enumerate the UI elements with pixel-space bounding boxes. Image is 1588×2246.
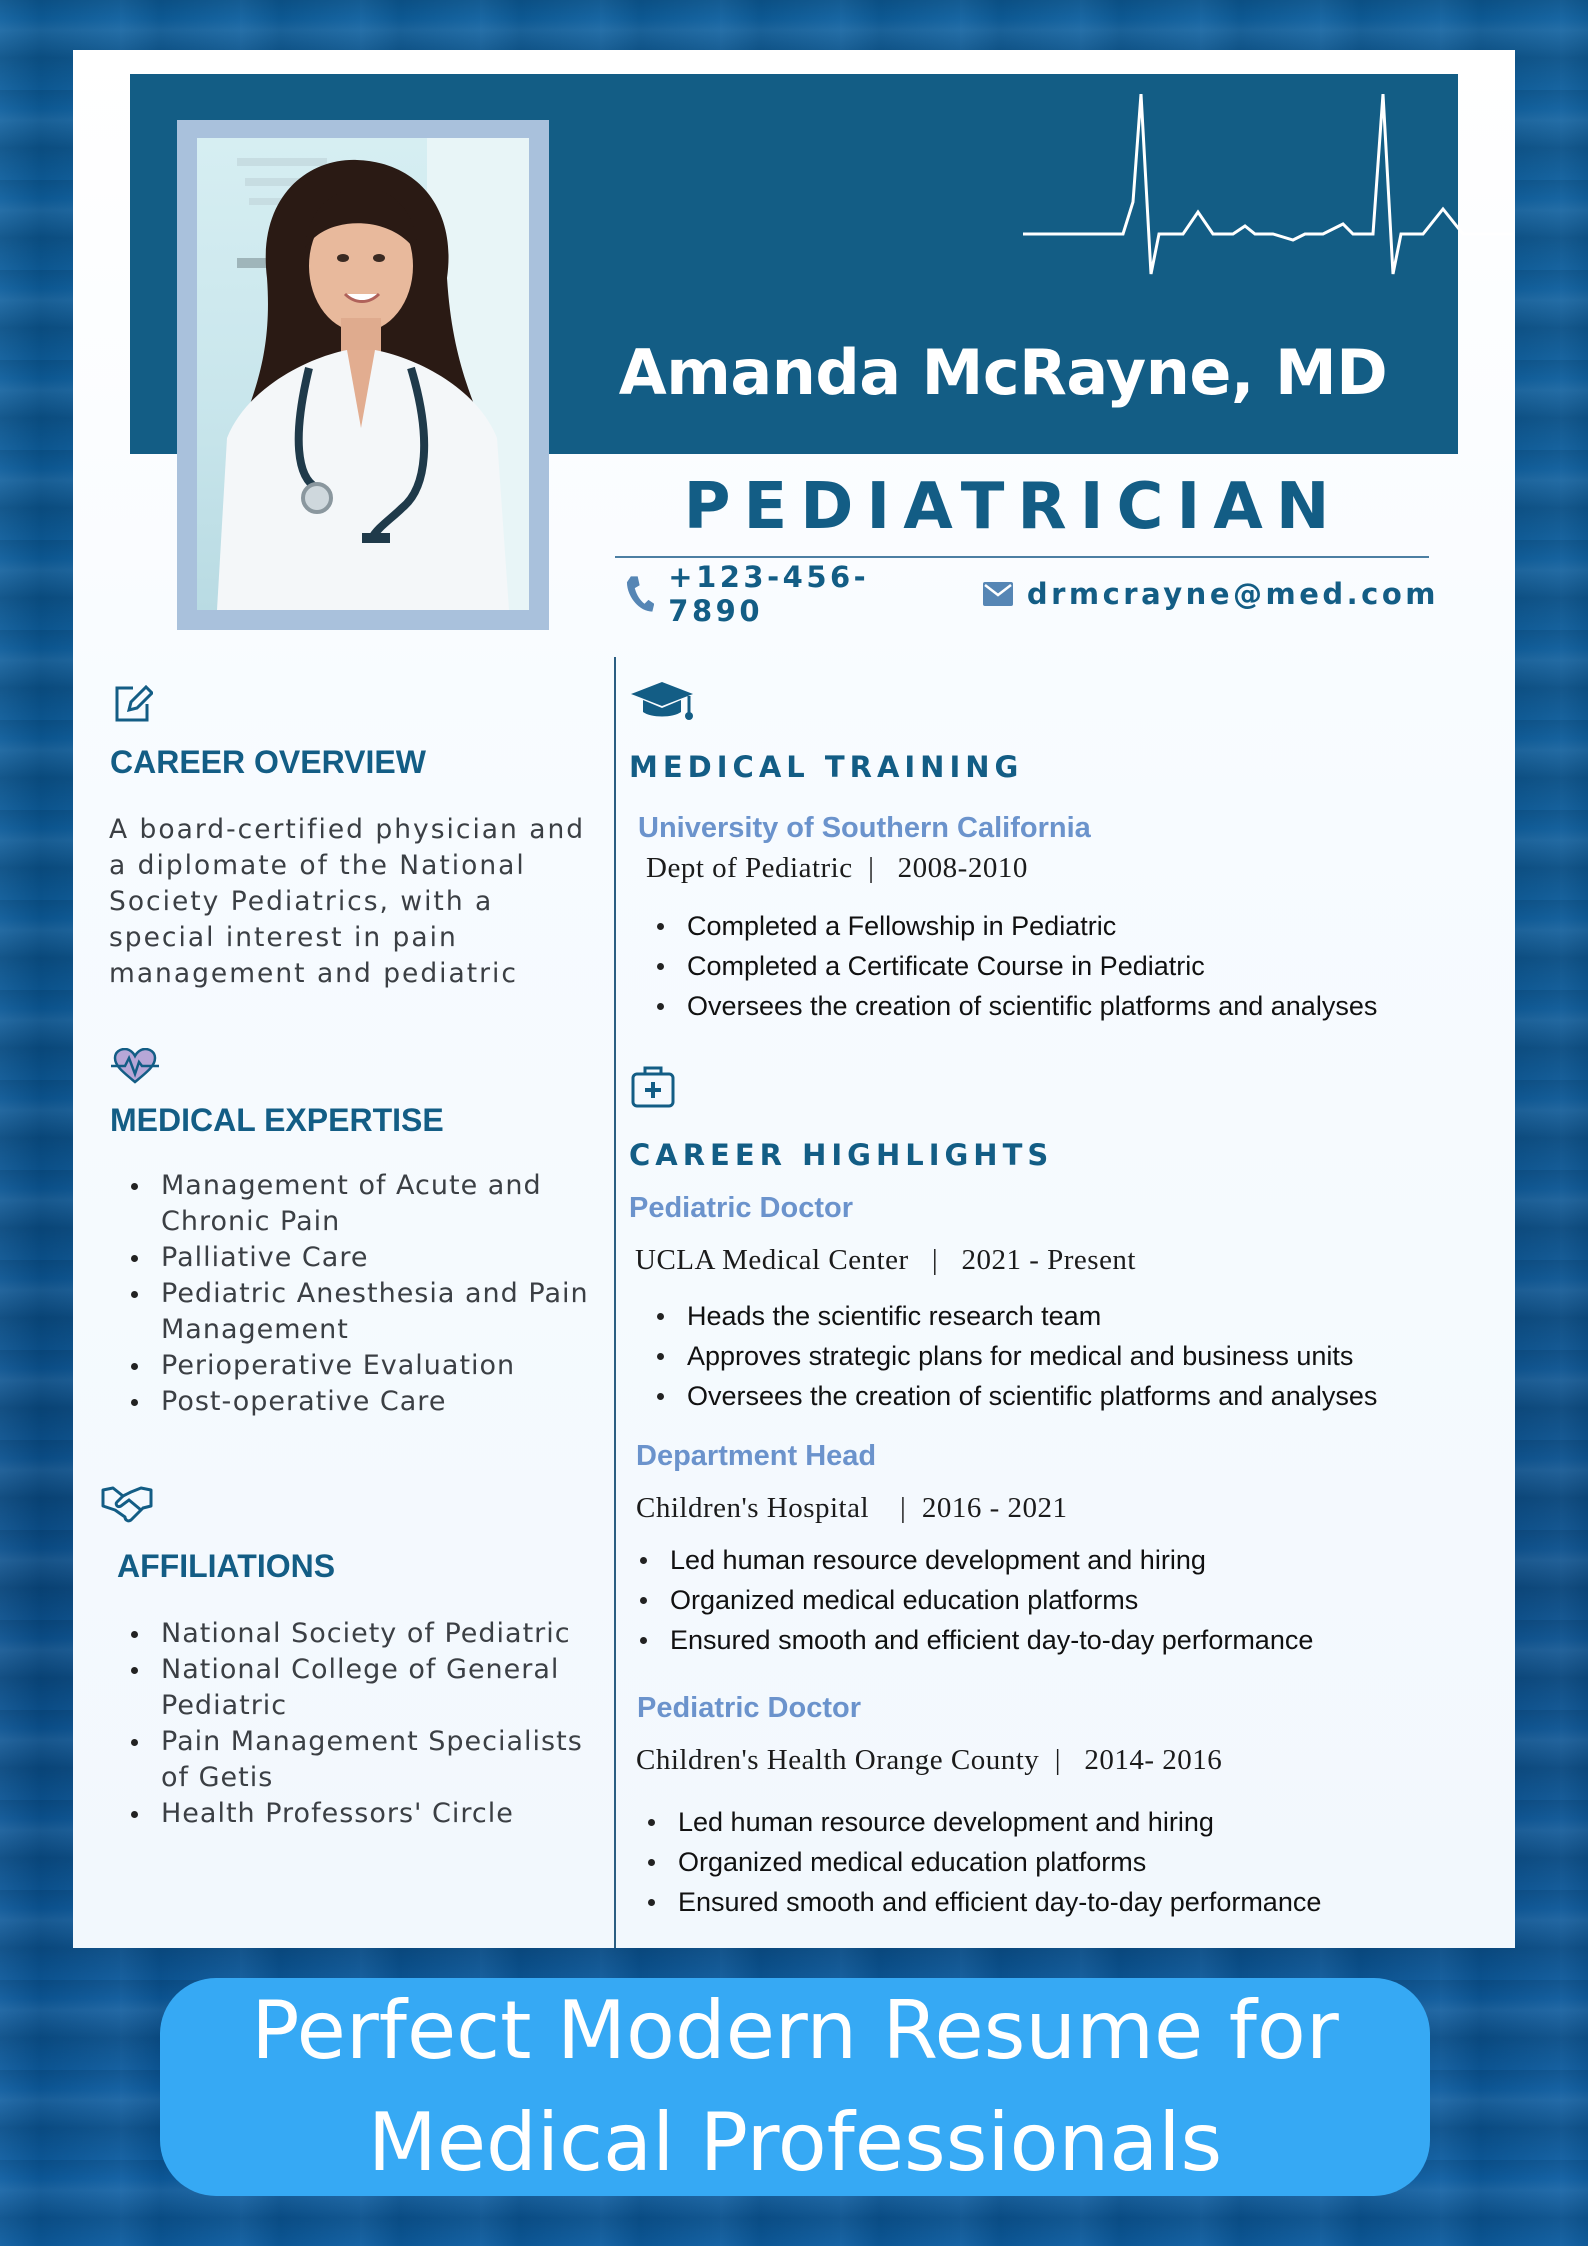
list-item: Pediatric Anesthesia and Pain Management xyxy=(161,1276,611,1348)
profile-photo xyxy=(197,138,529,610)
medical-training-heading: MEDICAL TRAINING xyxy=(629,750,1024,784)
career-highlights-heading: CAREER HIGHLIGHTS xyxy=(629,1138,1054,1172)
job-role: Pediatric Doctor xyxy=(629,1192,853,1224)
envelope-icon xyxy=(983,582,1013,606)
doctor-portrait-image xyxy=(197,138,529,610)
affiliations-heading: AFFILIATIONS xyxy=(117,1548,336,1584)
list-item: Ensured smooth and efficient day-to-day performance xyxy=(678,1882,1498,1922)
training-list xyxy=(687,906,1507,1026)
list-item: Approves strategic plans for medical and business units xyxy=(687,1336,1507,1376)
resume-page xyxy=(73,50,1515,1948)
overview-line: A board-certified physician and xyxy=(109,814,586,845)
promo-banner xyxy=(160,1978,1430,2196)
career-overview-text xyxy=(109,812,609,992)
overview-line: management and pediatric xyxy=(109,958,518,989)
job-meta: Children's Hospital | 2016 - 2021 xyxy=(636,1492,1068,1524)
contact-phone[interactable] xyxy=(625,560,957,628)
list-item: Completed a Fellowship in Pediatric xyxy=(687,906,1507,946)
email-address: drmcrayne@med.com xyxy=(1026,577,1439,611)
handshake-icon xyxy=(101,1484,153,1524)
heartbeat-line-icon xyxy=(1023,94,1513,284)
list-item: Palliative Care xyxy=(161,1240,611,1276)
job-role: Department Head xyxy=(636,1440,877,1472)
list-item: Oversees the creation of scientific platforms and analyses xyxy=(687,986,1507,1026)
banner-line: Perfect Modern Resume for xyxy=(251,1984,1339,2077)
list-item: Completed a Certificate Course in Pediatric xyxy=(687,946,1507,986)
affiliations-list xyxy=(161,1616,601,1832)
job-title: PEDIATRICIAN xyxy=(683,470,1343,544)
overview-line: a diplomate of the National xyxy=(109,850,526,881)
list-item: Heads the scientific research team xyxy=(687,1296,1507,1336)
career-overview-heading: CAREER OVERVIEW xyxy=(110,744,426,780)
list-item: Perioperative Evaluation xyxy=(161,1348,611,1384)
list-item: Management of Acute and Chronic Pain xyxy=(161,1168,611,1240)
graduation-cap-icon xyxy=(629,680,695,724)
list-item: Ensured smooth and efficient day-to-day performance xyxy=(670,1620,1490,1660)
overview-line: Society Pediatrics, with a xyxy=(109,886,494,917)
list-item: Post-operative Care xyxy=(161,1384,611,1420)
job-duties-list xyxy=(687,1296,1507,1416)
phone-icon xyxy=(625,574,654,614)
medical-expertise-heading: MEDICAL EXPERTISE xyxy=(110,1102,444,1138)
job-duties-list xyxy=(670,1540,1490,1660)
list-item: Organized medical education platforms xyxy=(678,1842,1498,1882)
job-meta: UCLA Medical Center | 2021 - Present xyxy=(635,1244,1136,1276)
training-institution: University of Southern California xyxy=(638,812,1091,844)
list-item: National Society of Pediatric xyxy=(161,1616,601,1652)
phone-number: +123-456-7890 xyxy=(668,560,870,628)
title-divider xyxy=(615,556,1429,558)
contact-email[interactable] xyxy=(983,577,1439,611)
column-divider xyxy=(614,657,616,1948)
edit-note-icon xyxy=(113,684,153,724)
training-meta: Dept of Pediatric | 2008-2010 xyxy=(646,852,1028,884)
contact-row xyxy=(625,560,1465,628)
banner-line: Medical Professionals xyxy=(367,2096,1223,2189)
list-item: Oversees the creation of scientific platforms and analyses xyxy=(687,1376,1507,1416)
overview-line: special interest in pain xyxy=(109,922,458,953)
list-item: Health Professors' Circle xyxy=(161,1796,601,1832)
medical-kit-icon xyxy=(631,1064,675,1108)
heart-pulse-icon xyxy=(111,1048,159,1084)
list-item: Led human resource development and hiring xyxy=(670,1540,1490,1580)
job-role: Pediatric Doctor xyxy=(637,1692,861,1724)
medical-expertise-list xyxy=(161,1168,611,1420)
job-meta: Children's Health Orange County | 2014- 2016 xyxy=(636,1744,1223,1776)
job-duties-list xyxy=(678,1802,1498,1922)
list-item: National College of General Pediatric xyxy=(161,1652,601,1724)
list-item: Organized medical education platforms xyxy=(670,1580,1490,1620)
candidate-name: Amanda McRayne, MD xyxy=(618,336,1388,409)
list-item: Led human resource development and hiring xyxy=(678,1802,1498,1842)
list-item: Pain Management Specialists of Getis xyxy=(161,1724,601,1796)
